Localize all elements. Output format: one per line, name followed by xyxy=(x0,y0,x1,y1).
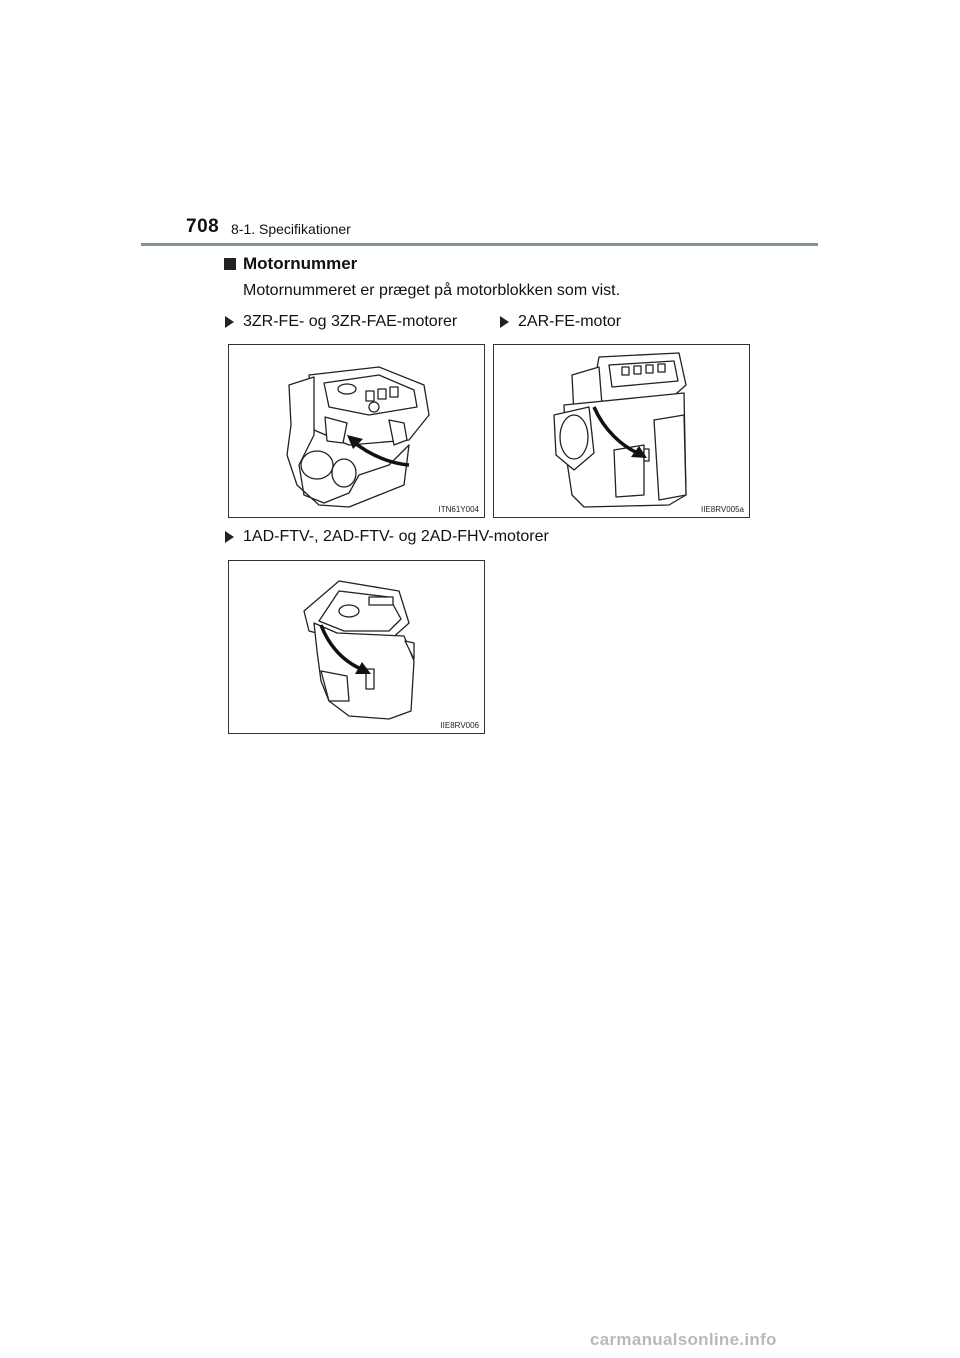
engine-illustration-icon xyxy=(229,561,486,735)
figure-code: IIE8RV006 xyxy=(440,721,479,730)
header-rule xyxy=(141,243,818,246)
engine-item-text: 1AD-FTV-, 2AD-FTV- og 2AD-FHV-motorer xyxy=(243,528,549,545)
engine-item-label xyxy=(225,313,457,331)
watermark: carmanualsonline.info xyxy=(590,1330,777,1349)
figure-code: IIE8RV005a xyxy=(701,505,744,514)
figure-code: ITN61Y004 xyxy=(438,505,479,514)
engine-figure xyxy=(493,344,750,518)
section-heading xyxy=(224,254,357,274)
engine-illustration-icon xyxy=(494,345,751,519)
engine-item-text: 3ZR-FE- og 3ZR-FAE-motorer xyxy=(243,313,458,330)
square-bullet-icon xyxy=(224,258,236,270)
engine-figure xyxy=(228,560,485,734)
engine-item-text: 2AR-FE-motor xyxy=(518,313,622,330)
page-number: 708 xyxy=(186,216,220,237)
engine-item-label xyxy=(225,528,549,546)
engine-figure xyxy=(228,344,485,518)
triangle-bullet-icon xyxy=(225,531,234,543)
heading-text: Motornummer xyxy=(243,254,358,273)
triangle-bullet-icon xyxy=(225,316,234,328)
section-label: 8-1. Specifikationer xyxy=(231,221,351,237)
triangle-bullet-icon xyxy=(500,316,509,328)
engine-illustration-icon xyxy=(229,345,486,519)
engine-item-label xyxy=(500,313,621,331)
body-paragraph: Motornummeret er præget på motorblokken som vist. xyxy=(243,282,621,299)
